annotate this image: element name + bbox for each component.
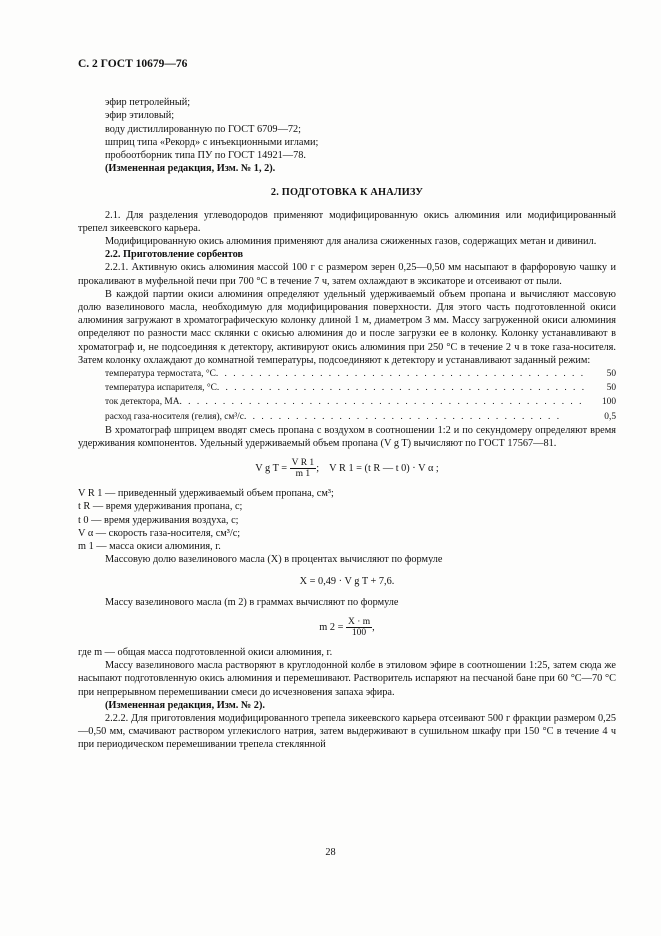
paragraph-dissolve: Массу вазелинового масла растворяют в круглодонной колбе в этиловом эфире в соотношении 1:25, затем сюда же насыпают подготовленную окись алюминия и перемешивают. Растворитель испаряют на песчаной бане при 60 °С—70 °С при непрерывном перемешивании смеси до исчезновения запаха эфира.: [78, 660, 616, 698]
mode-row: ток детектора, МА . . . . . . . . . . . . . . . . . . . . . . . . . . . . . . . . . . . . . . . . . . . . . . . 100: [105, 395, 616, 409]
fraction: [346, 617, 372, 638]
list-item: пробоотборник типа ПУ по ГОСТ 14921—78.: [105, 150, 306, 162]
running-header: С. 2 ГОСТ 10679—76: [78, 58, 188, 70]
formula-oil-mass: m 2 = $\frac{X \cdot m}{100}$ ,: [319, 616, 375, 638]
paragraph-2-2-2: 2.2.2. Для приготовления модифицированного трепела зикеевского карьера отсеивают 500 г фракции размером 0,25—0,50 мм, смачивают раствором углекислого натрия, затем выдерживают в сушильном шкафу при 150 °С в течение 4 ч при периодическом перемешивании трепела стеклянной: [78, 712, 616, 751]
where-clause: где m — общая масса подготовленной окиси алюминия, г.: [78, 646, 333, 658]
mode-label: температура испарителя, °С: [105, 383, 217, 394]
definitions-list: [78, 487, 616, 553]
mode-settings: [78, 367, 616, 424]
definition: m 1 — масса окиси алюминия, г.: [78, 541, 221, 553]
mode-label: температура термостата, °С: [105, 369, 216, 380]
list-item: эфир петролейный;: [105, 97, 191, 109]
reagent-list: [78, 96, 616, 175]
mode-value: 0,5: [604, 411, 616, 422]
section-title: 2. ПОДГОТОВКА К АНАЛИЗУ: [270, 187, 424, 199]
mode-row: температура испарителя, °С . . . . . . . . . . . . . . . . . . . . . . . . . . . . . . . . . . . . . . . . . . . 50: [105, 381, 616, 395]
formula-lhs: V g T =: [255, 463, 288, 475]
list-item: воду дистиллированную по ГОСТ 6709—72;: [105, 123, 302, 135]
formula-retention-volume: V g T = $\frac{\text{V R 1}}{m 1}$ ; V R 1 = (t R — t 0) · V α ;: [255, 458, 439, 480]
edition-note: (Измененная редакция, Изм. № 1, 2).: [105, 163, 276, 175]
mode-value: 50: [606, 369, 616, 380]
document-page: [78, 58, 616, 752]
mode-value: 50: [606, 383, 616, 394]
fraction-denominator: m 1: [295, 469, 311, 480]
definition: V α — скорость газа-носителя, см³/с;: [78, 527, 241, 539]
list-item: шприц типа «Рекорд» с инъекционными иглами;: [105, 136, 319, 148]
paragraph-oil-share: Массовую долю вазелинового масла (X) в процентах вычисляют по формуле: [105, 554, 443, 566]
mode-label: ток детектора, МА: [105, 397, 180, 408]
fraction-denominator: 100: [351, 627, 367, 638]
paragraph-inject: В хроматограф шприцем вводят смесь пропана с воздухом в соотношении 1:2 и по секундомеру определяют время удерживания компонентов. Удельный удерживаемый объем пропана (V g T) вычисляют по ГОСТ 17567—81.: [78, 424, 616, 450]
fraction-numerator: V R 1: [291, 458, 315, 469]
definition: V R 1 — приведенный удерживаемый объем пропана, см³;: [78, 488, 334, 500]
formula-oil-share: X = 0,49 · V g T + 7,6.: [299, 575, 395, 587]
formula-rhs: V R 1 = (t R — t 0) · V α ;: [329, 463, 439, 475]
paragraph-2-2-1: 2.2.1. Активную окись алюминия массой 100 г с размером зерен 0,25—0,50 мм насыпают в фарфоровую чашку и прокаливают в муфельной печи при 700 °С в течение 7 ч, затем охлаждают в эксикаторе и отсеивают от пыли.: [78, 262, 616, 287]
paragraph-oil-mass: Массу вазелинового масла (m 2) в граммах вычисляют по формуле: [105, 596, 399, 608]
formula-lhs: m 2 =: [319, 621, 344, 633]
mode-row: температура термостата, °С . . . . . . . . . . . . . . . . . . . . . . . . . . . . . . . . . . . . . . . . . . . 50: [105, 367, 616, 381]
fraction-numerator: X · m: [347, 616, 371, 627]
page-number: 28: [325, 847, 336, 858]
edition-note: (Измененная редакция, Изм. № 2).: [105, 699, 265, 711]
mode-value: 100: [601, 397, 616, 408]
fraction: [290, 458, 317, 479]
paragraph-batch: В каждой партии окиси алюминия определяют удельный удерживаемый объем пропана и вычисляют массовую долю вазелинового масла, необходимую для модифицирования поверхности. Для этого часть подготовленной окиси алюминия загружают в хроматографическую колонку длиной 1 м, диаметром 3 мм. Массу загруженной окиси алюминия определяют по разности масс склянки с окисью алюминия до и после загрузки ее в колонку. Колонку устанавливают в хроматограф и, не подсоединяя к детектору, активируют окись алюминия при 250 °С в течение 2 ч в токе газа-носителя. Затем колонку охлаждают до комнатной температуры, подсоединяют к детектору и устанавливают заданный режим:: [78, 288, 616, 366]
paragraph-2-1-b: Модифицированную окись алюминия применяют для анализа сжиженных газов, содержащих метан и дивинил.: [105, 236, 597, 248]
subsection-title: 2.2. Приготовление сорбентов: [105, 249, 244, 261]
paragraph-2-1: 2.1. Для разделения углеводородов применяют модифицированную окись алюминия или модифицированный трепел зикеевского карьера.: [78, 209, 616, 234]
definition: t 0 — время удерживания воздуха, с;: [78, 514, 239, 526]
definition: t R — время удерживания пропана, с;: [78, 501, 243, 513]
list-item: эфир этиловый;: [105, 110, 175, 122]
mode-label: расход газа-носителя (гелия), см³/с: [105, 411, 244, 422]
mode-row: расход газа-носителя (гелия), см³/с . . . . . . . . . . . . . . . . . . . . . . . . . . . . . . . . . . . . . 0,5: [105, 410, 616, 424]
